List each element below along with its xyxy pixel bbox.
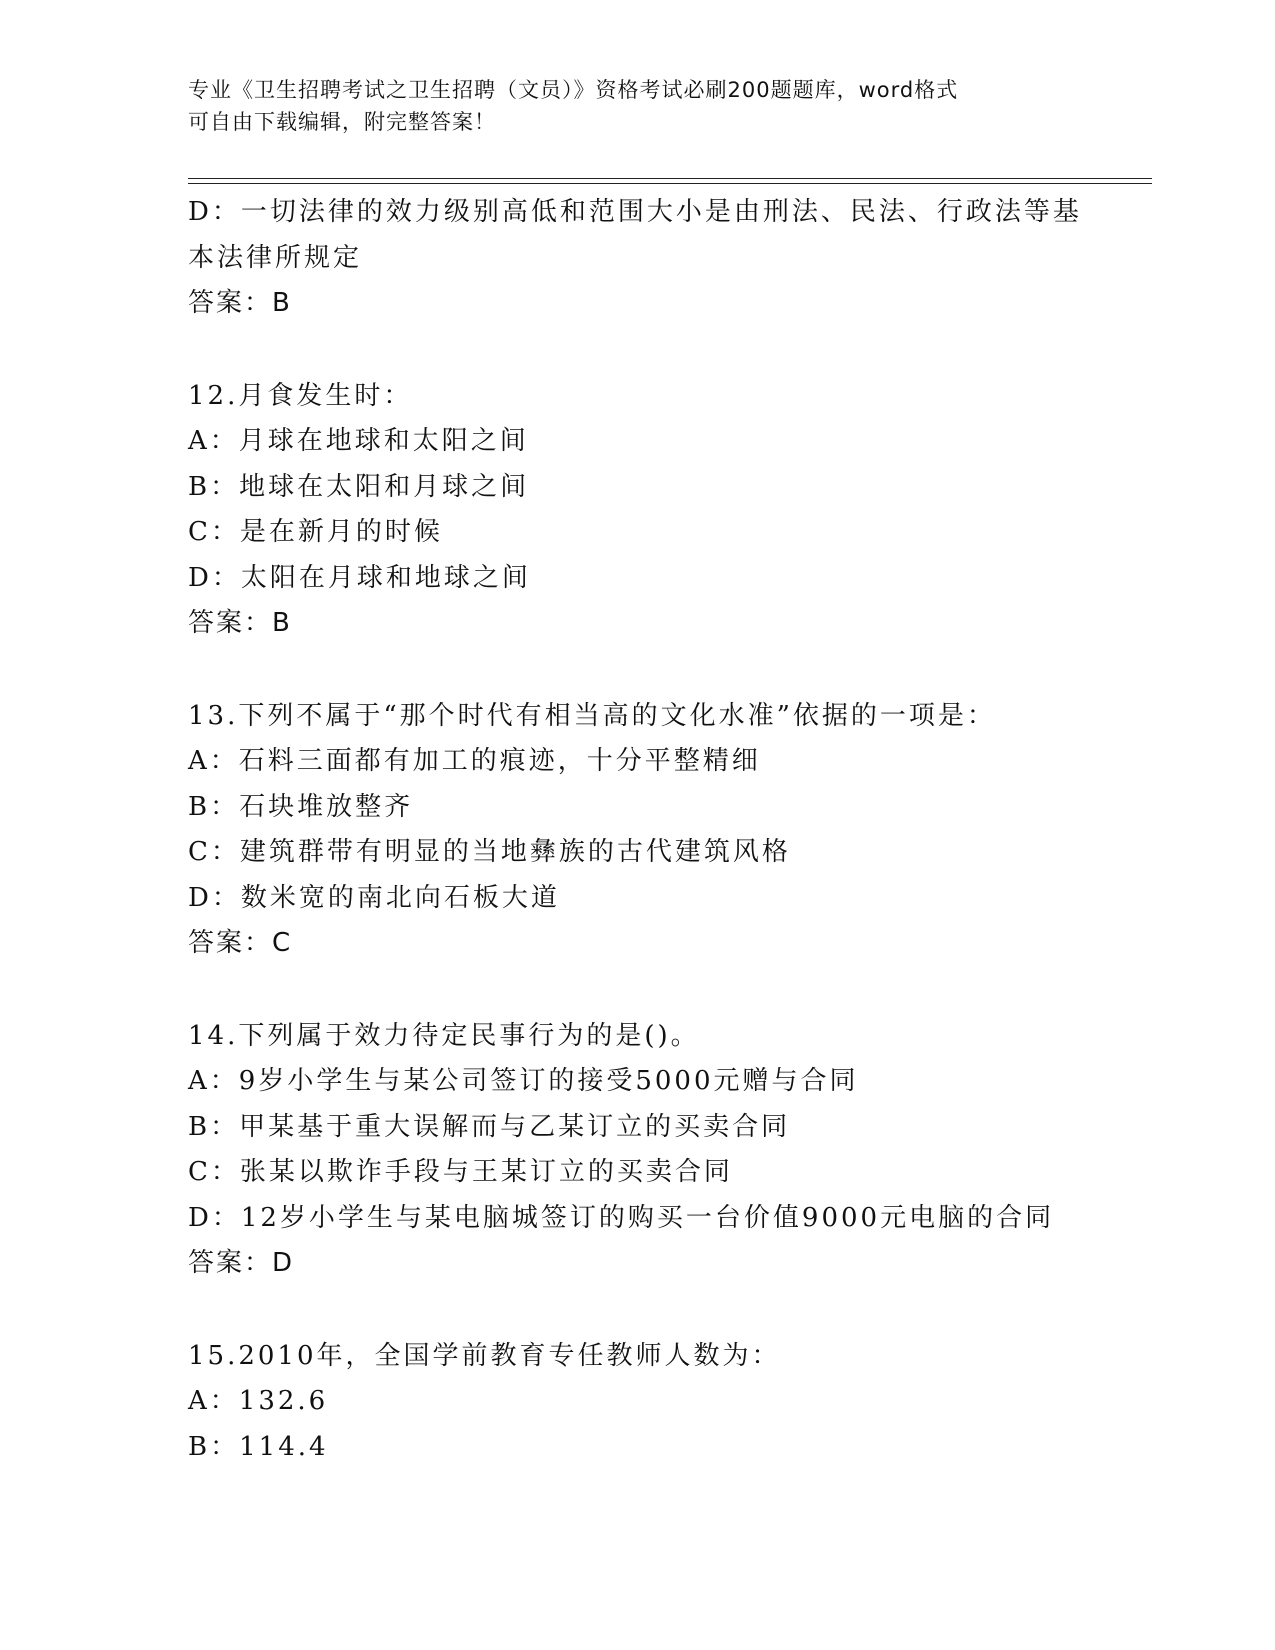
previous-question-tail [188, 190, 1088, 327]
option-a: A：132.6 [188, 1386, 329, 1416]
option-a: A：9岁小学生与某公司签订的接受5000元赠与合同 [188, 1066, 859, 1096]
option-b: B：地球在太阳和月球之间 [188, 471, 530, 502]
option-b: B：114.4 [188, 1431, 329, 1462]
question-14 [188, 1014, 1088, 1287]
option-d: D：数米宽的南北向石板大道 [188, 882, 560, 913]
spacer [188, 647, 1088, 694]
option-d-continued: 本法律所规定 [188, 242, 363, 273]
document-header [188, 74, 1088, 138]
question-15 [188, 1334, 1088, 1471]
header-title-line-2: 可自由下载编辑，附完整答案！ [188, 110, 496, 134]
answer-line: 答案：D [188, 1248, 295, 1278]
question-content [188, 190, 1088, 1470]
header-divider-bottom [188, 183, 1152, 184]
spacer [188, 327, 1088, 374]
option-c: C：张某以欺诈手段与王某订立的买卖合同 [188, 1157, 733, 1187]
answer-line: 答案：B [188, 288, 292, 318]
option-b: B：石块堆放整齐 [188, 791, 414, 822]
option-d: D：12岁小学生与某电脑城签订的购买一台价值9000元电脑的合同 [188, 1202, 1055, 1233]
question-stem: 14.下列属于效力待定民事行为的是()。 [188, 1020, 700, 1051]
spacer [188, 967, 1088, 1014]
question-stem: 15.2010年，全国学前教育专任教师人数为： [188, 1340, 781, 1371]
header-divider-top [188, 178, 1152, 179]
option-b: B：甲某基于重大误解而与乙某订立的买卖合同 [188, 1111, 791, 1142]
option-d: D：太阳在月球和地球之间 [188, 562, 531, 593]
answer-line: 答案：B [188, 608, 292, 638]
question-12 [188, 374, 1088, 647]
question-13 [188, 694, 1088, 967]
option-c: C：是在新月的时候 [188, 517, 443, 547]
question-stem: 13.下列不属于“那个时代有相当高的文化水准”依据的一项是： [188, 700, 996, 731]
option-a: A：石料三面都有加工的痕迹，十分平整精细 [188, 746, 761, 776]
question-stem: 12.月食发生时： [188, 380, 413, 411]
header-title-line-1: 专业《卫生招聘考试之卫生招聘（文员）》资格考试必刷200题题库，word格式 [188, 78, 959, 102]
option-c: C：建筑群带有明显的当地彝族的古代建筑风格 [188, 837, 791, 867]
spacer [188, 1287, 1088, 1334]
option-a: A：月球在地球和太阳之间 [188, 426, 529, 456]
answer-line: 答案：C [188, 928, 293, 958]
option-d: D：一切法律的效力级别高低和范围大小是由刑法、民法、行政法等基 [188, 197, 1082, 227]
